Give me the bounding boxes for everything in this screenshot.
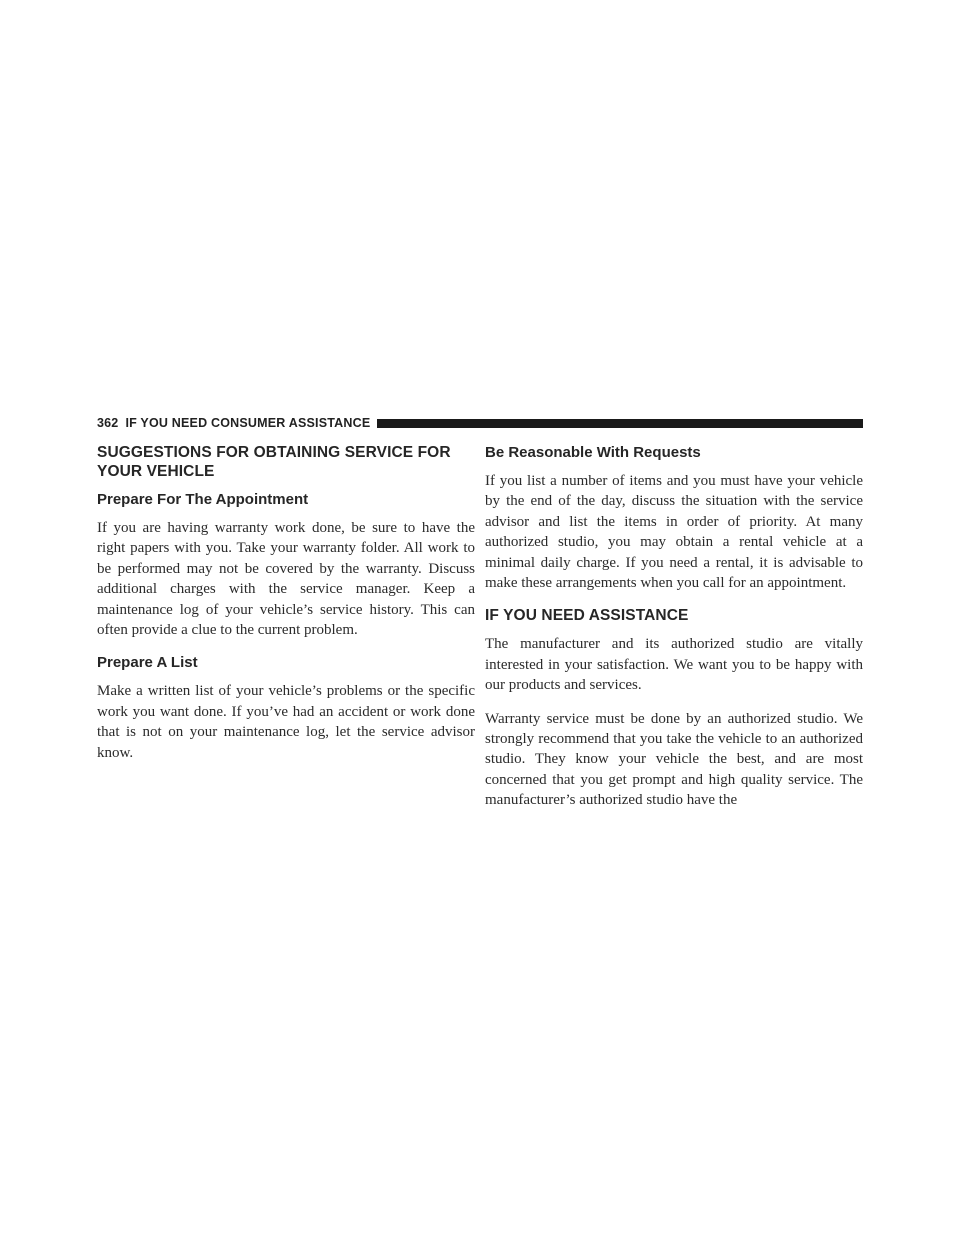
subheading-reasonable-requests: Be Reasonable With Requests [485,444,701,461]
subheading-prepare-appointment: Prepare For The Appointment [97,491,309,508]
page-number: 362 [97,416,119,430]
subheading-prepare-list: Prepare A List [97,654,198,672]
page-header [97,414,863,432]
header-rule [377,419,863,428]
paragraph-assistance-2: Warranty service must be done by an authorized studio. We strongly recommend that you take the vehicle to an authorized studio. They know your vehicle the best, and are most concerned that you get prompt and high quality service. The manufacturer’s authorized studio have the [485,710,863,809]
section-heading-service: SUGGESTIONS FOR OBTAINING SERVICE FOR YOUR VEHICLE [97,444,451,480]
paragraph-prepare-list: Make a written list of your vehicle’s problems or the specific work you want done. If you’ve had an accident or work done that is not on your maintenance log, let the service advisor know. [97,683,475,761]
running-section-title: IF YOU NEED CONSUMER ASSISTANCE [125,416,371,430]
paragraph-reasonable-requests: If you list a number of items and you must have your vehicle by the end of the day, discuss the situation with the service advisor and list the items in order of priority. At many authorized studio, you may obtain a rental vehicle at a minimal daily charge. If you need a rental, it is advisable to make these arrangements when you call for an appointment. [485,473,863,592]
section-heading-assistance: IF YOU NEED ASSISTANCE [485,607,689,625]
paragraph-assistance-1: The manufacturer and its authorized studio are vitally interested in your satisfaction. We want you to be happy with our products and services. [485,636,863,694]
paragraph-prepare-appointment: If you are having warranty work done, be sure to have the right papers with you. Take your warranty folder. All work to be performed may not be covered by the warranty. Discuss additional charges with the service manager. Keep a maintenance log of your vehicle’s service history. This can often provide a clue to the current problem. [97,520,475,639]
right-column [485,443,863,824]
left-column [97,443,475,776]
